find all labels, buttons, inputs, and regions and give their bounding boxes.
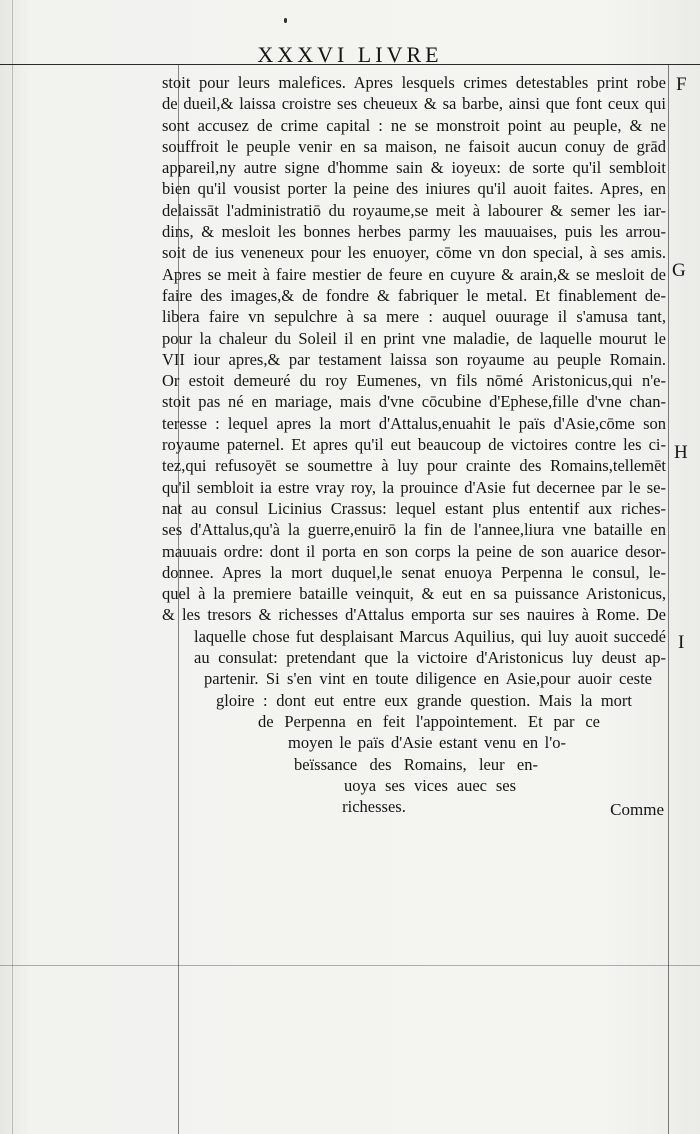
text-line: nat au consul Licinius Crassus: lequel estant plus ententif aux riches- (162, 498, 666, 518)
right-margin-rule (668, 64, 669, 1134)
text-line: uoya ses vices auec ses (344, 775, 516, 795)
text-line: mauuais ordre: dont il porta en son corps la peine de son auarice desor- (162, 541, 666, 561)
text-line: teresse : lequel apres la mort d'Attalus,enuahit le païs d'Asie,cōme son (162, 413, 666, 433)
text-line: pour la chaleur du Soleil il en print vne maladie, de laquelle mourut le (162, 328, 666, 348)
body-text (162, 72, 666, 817)
text-line: de dueil,& laissa croistre ses cheueux & sa barbe, ainsi que font ceux qui (162, 94, 666, 114)
text-line: dins, & mesloit les bonnes herbes parmy les mauuaises, puis les arrou- (162, 222, 666, 242)
text-line: de Perpenna en feit l'appointement. Et par ce (258, 711, 600, 731)
text-line: souffroit le peuple venir en sa maison, ne faisoit aucun conuy de grād (162, 136, 666, 156)
running-header: XXXVI LIVRE (257, 42, 443, 67)
text-line: VII iour apres,& par testament laissa son royaume au peuple Romain. (162, 349, 666, 369)
text-line: qu'il sembloit ia estre vray roy, la prouince d'Asie fut decernee par le se- (162, 477, 666, 497)
text-line: Apres se meit à faire mestier de feure en cuyure & arain,& se mesloit de (162, 264, 666, 284)
text-line: bien qu'il vousist porter la peine des iniures qu'il auoit faites. Apres, en (162, 179, 666, 199)
text-line: faire des images,& de fondre & fabriquer le metal. Et finablement de- (162, 285, 666, 305)
text-line: gloire : dont eut entre eux grande question. Mais la mort (216, 690, 632, 710)
text-line: royaume paternel. Et apres qu'il eut beaucoup de victoires contre les ci- (162, 435, 666, 455)
text-line: appareil,ny autre signe d'homme sain & ioyeux: de sorte qu'il sembloit (162, 158, 666, 178)
text-line: beïssance des Romains, leur en- (294, 754, 538, 774)
text-line: moyen le païs d'Asie estant venu en l'o- (288, 733, 566, 753)
text-line: delaissāt l'administratiō du royaume,se meit à labourer & semer les iar- (162, 200, 666, 220)
text-line: stoit pas né en mariage, mais d'vne cōcubine d'Ephese,fille d'vne chan- (162, 392, 666, 412)
text-line: donnee. Apres la mort duquel,le senat enuoya Perpenna le consul, le- (162, 562, 666, 582)
ink-speck (284, 18, 287, 23)
text-line: soit de ius veneneux pour les enuoyer, cōme vn don special, à ses amis. (162, 243, 666, 263)
text-line: Or estoit demeuré du roy Eumenes, vn fils nōmé Aristonicus,qui n'e- (162, 371, 666, 391)
page-edge-line (12, 0, 13, 1134)
text-line: laquelle chose fut desplaisant Marcus Aquilius, qui luy auoit succedé (194, 626, 666, 646)
text-line: au consulat: pretendant que la victoire d'Aristonicus luy deust ap- (194, 648, 666, 668)
catchword: Comme (610, 800, 664, 819)
text-line: richesses. (342, 797, 406, 817)
text-line: & les tresors & richesses d'Attalus emporta sur ses nauires à Rome. De (162, 605, 666, 625)
text-line: partenir. Si s'en vint en toute diligence en Asie,pour auoir ceste (204, 669, 652, 689)
text-line: tez,qui refusoyēt se soumettre à luy pour crainte des Romains,tellemēt (162, 456, 666, 476)
show-through-rule (0, 965, 700, 966)
text-line: stoit pour leurs malefices. Apres lesquels crimes detestables print robe (162, 73, 666, 92)
margin-mark-h: H (674, 442, 688, 463)
margin-mark-g: G (672, 260, 686, 281)
text-line: libera faire vn sepulchre à sa mere : auquel ouurage il s'amusa tant, (162, 307, 666, 327)
margin-mark-f: F (676, 74, 687, 95)
text-line: sont accusez de crime capital : ne se monstroit point au peuple, & ne (162, 115, 666, 135)
text-line: quel à la premiere bataille veinquit, & eut en sa puissance Aristonicus, (162, 584, 666, 604)
text-line: ses d'Attalus,qu'à la guerre,enuirō la fin de l'annee,liura vne bataille en (162, 520, 666, 540)
margin-mark-i: I (678, 632, 685, 653)
